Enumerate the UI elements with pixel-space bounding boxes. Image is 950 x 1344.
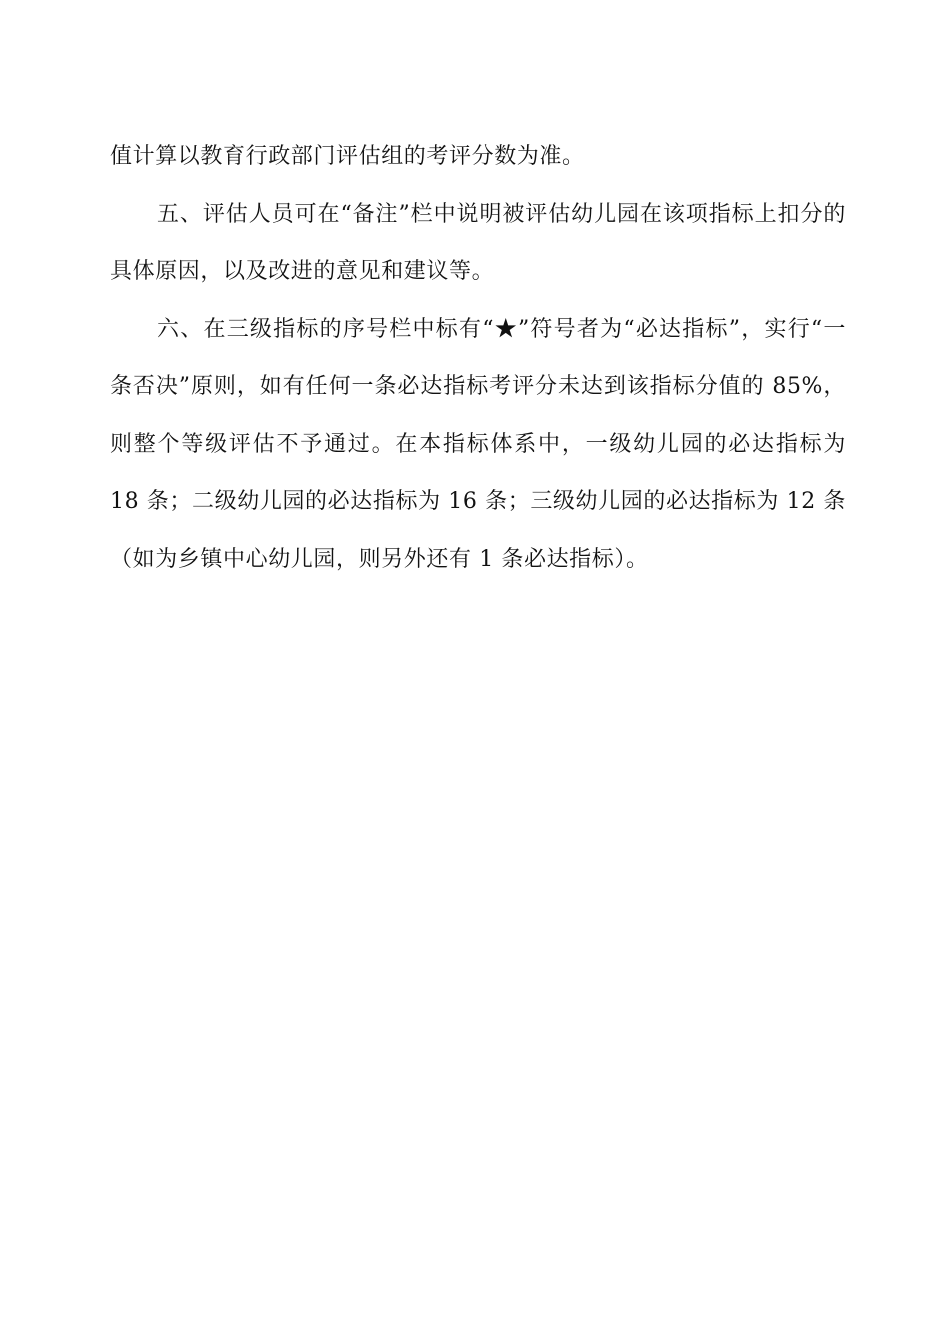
document-body bbox=[110, 128, 846, 588]
paragraph-item-5: 五、评估人员可在“备注”栏中说明被评估幼儿园在该项指标上扣分的具体原因，以及改进的意见和建议等。 bbox=[110, 201, 846, 284]
paragraph-continuation: 值计算以教育行政部门评估组的考评分数为准。 bbox=[110, 144, 585, 169]
paragraph-item-6: 六、在三级指标的序号栏中标有“★”符号者为“必达指标”，实行“一条否决”原则，如有任何一条必达指标考评分未达到该指标分值的 85%，则整个等级评估不予通过。在本指标体系中，一级幼儿园的必达指标为 18 条；二级幼儿园的必达指标为 16 条；三级幼儿园的必达指标为 12 条（如为乡镇中心幼儿园，则另外还有 1 条必达指标）。 bbox=[110, 316, 846, 572]
